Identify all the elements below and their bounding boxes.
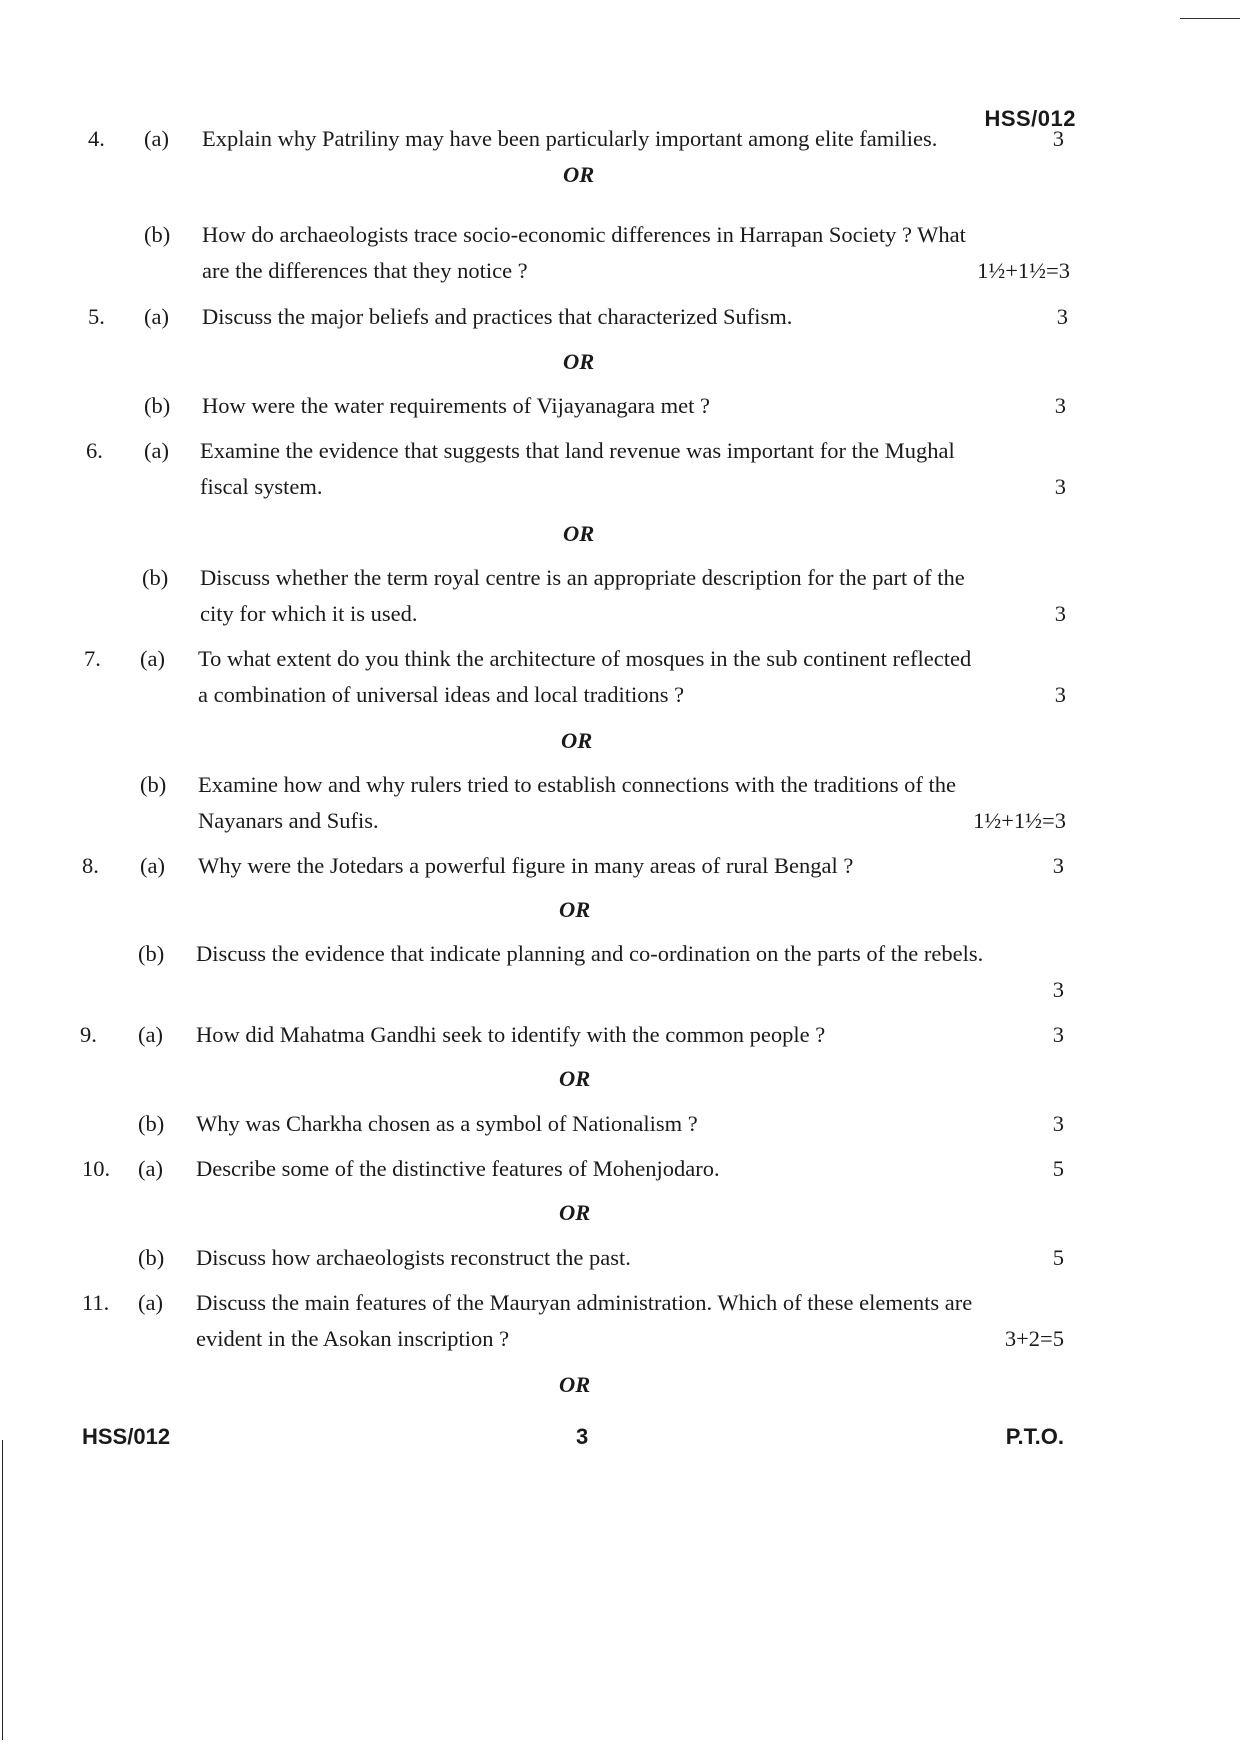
or-separator: OR xyxy=(559,1066,591,1091)
question-text: are the differences that they notice ? xyxy=(202,258,528,283)
question-number: 11. xyxy=(82,1290,110,1315)
question-text: Nayanars and Sufis. xyxy=(198,808,379,833)
part-label: (b) xyxy=(144,393,171,418)
marks: 3 xyxy=(1052,1111,1064,1136)
part-label: (b) xyxy=(138,1245,165,1270)
question-text: a combination of universal ideas and local traditions ? xyxy=(198,682,685,707)
question-number: 7. xyxy=(84,646,101,671)
marks: 3+2=5 xyxy=(1004,1326,1064,1351)
part-label: (b) xyxy=(138,1111,165,1136)
header-paper-code: HSS/012 xyxy=(984,106,1076,131)
question-number: 6. xyxy=(86,438,103,463)
part-label: (a) xyxy=(138,1290,163,1315)
question-text: Discuss whether the term royal centre is an appropriate description for the part of the xyxy=(200,565,965,590)
question-text: Discuss the evidence that indicate planning and co-ordination on the parts of the rebels. xyxy=(196,941,984,966)
or-separator: OR xyxy=(559,1200,591,1225)
left-margin-line xyxy=(2,1440,3,1740)
part-label: (b) xyxy=(142,565,169,590)
marks: 3 xyxy=(1056,304,1068,329)
or-separator: OR xyxy=(559,897,591,922)
marks: 5 xyxy=(1052,1245,1064,1270)
part-label: (a) xyxy=(140,646,165,671)
or-separator: OR xyxy=(563,162,595,187)
marks: 3 xyxy=(1054,682,1066,707)
question-text: To what extent do you think the architecture of mosques in the sub continent reflected xyxy=(198,646,972,671)
question-text: fiscal system. xyxy=(200,474,323,499)
question-text: Explain why Patriliny may have been particularly important among elite families. xyxy=(202,126,938,151)
marks: 3 xyxy=(1052,1022,1064,1047)
footer-paper-code: HSS/012 xyxy=(82,1424,171,1449)
page-number: 3 xyxy=(576,1424,589,1449)
marks: 3 xyxy=(1054,393,1066,418)
question-text: Discuss how archaeologists reconstruct the past. xyxy=(196,1245,631,1270)
question-text: evident in the Asokan inscription ? xyxy=(196,1326,510,1351)
part-label: (a) xyxy=(144,438,169,463)
or-separator: OR xyxy=(563,521,595,546)
part-label: (a) xyxy=(138,1156,163,1181)
question-text: Examine the evidence that suggests that land revenue was important for the Mughal xyxy=(200,438,955,463)
question-number: 5. xyxy=(88,304,105,329)
part-label: (a) xyxy=(140,853,165,878)
question-text: Why was Charkha chosen as a symbol of Nationalism ? xyxy=(196,1111,698,1136)
marks: 3 xyxy=(1052,977,1064,1002)
question-text: Describe some of the distinctive features of Mohenjodaro. xyxy=(196,1156,720,1181)
question-text: Discuss the major beliefs and practices that characterized Sufism. xyxy=(202,304,793,329)
marks: 3 xyxy=(1054,474,1066,499)
question-text: How did Mahatma Gandhi seek to identify with the common people ? xyxy=(196,1022,826,1047)
marks: 1½+1½=3 xyxy=(977,258,1070,283)
question-text: Why were the Jotedars a powerful figure in many areas of rural Bengal ? xyxy=(198,853,854,878)
marks: 3 xyxy=(1052,853,1064,878)
question-text: Discuss the main features of the Mauryan administration. Which of these elements are xyxy=(196,1290,973,1315)
or-separator: OR xyxy=(559,1372,591,1397)
marks: 5 xyxy=(1052,1156,1064,1181)
part-label: (b) xyxy=(140,772,167,797)
part-label: (a) xyxy=(144,304,169,329)
top-edge-rule xyxy=(1180,18,1240,19)
marks: 3 xyxy=(1052,126,1064,151)
question-number: 8. xyxy=(82,853,99,878)
part-label: (b) xyxy=(144,222,171,247)
question-text: city for which it is used. xyxy=(200,601,418,626)
part-label: (a) xyxy=(144,126,169,151)
marks: 1½+1½=3 xyxy=(973,808,1066,833)
pto-label: P.T.O. xyxy=(1005,1424,1064,1449)
question-number: 10. xyxy=(82,1156,111,1181)
or-separator: OR xyxy=(563,349,595,374)
or-separator: OR xyxy=(561,728,593,753)
marks: 3 xyxy=(1054,601,1066,626)
question-text: How were the water requirements of Vijayanagara met ? xyxy=(202,393,711,418)
question-text: Examine how and why rulers tried to establish connections with the traditions of the xyxy=(198,772,956,797)
question-number: 4. xyxy=(88,126,105,151)
part-label: (b) xyxy=(138,941,165,966)
part-label: (a) xyxy=(138,1022,163,1047)
question-number: 9. xyxy=(80,1022,97,1047)
question-text: How do archaeologists trace socio-economic differences in Harrapan Society ? What xyxy=(202,222,966,247)
